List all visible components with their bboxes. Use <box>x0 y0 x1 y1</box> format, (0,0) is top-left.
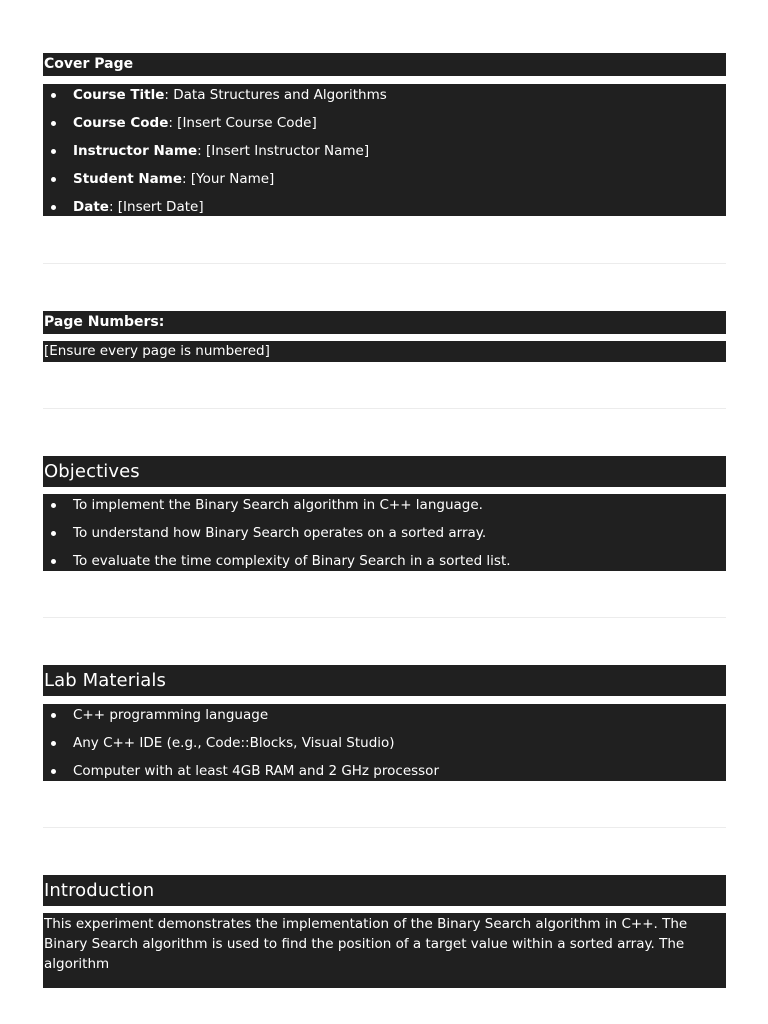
objectives-section <box>43 456 726 571</box>
bullet-icon <box>51 177 56 182</box>
list-item: Instructor Name: [Insert Instructor Name] <box>43 141 726 169</box>
introduction-title: Introduction <box>43 875 726 906</box>
bullet-icon <box>51 93 56 98</box>
bullet-icon <box>51 121 56 126</box>
bullet-icon <box>51 713 56 718</box>
bullet-icon <box>51 531 56 536</box>
cover-list <box>43 84 726 216</box>
list-item: Computer with at least 4GB RAM and 2 GHz processor <box>43 761 726 783</box>
cover-title: Cover Page <box>43 53 726 76</box>
list-item: Course Code: [Insert Course Code] <box>43 113 726 141</box>
page-numbers-title: Page Numbers: <box>43 311 726 334</box>
divider <box>43 827 726 828</box>
bullet-icon <box>51 149 56 154</box>
objectives-list <box>43 494 726 571</box>
cover-section <box>43 53 726 216</box>
lab-materials-list <box>43 704 726 781</box>
bullet-icon <box>51 559 56 564</box>
list-item: Date: [Insert Date] <box>43 197 726 225</box>
lab-materials-title: Lab Materials <box>43 665 726 696</box>
divider <box>43 617 726 618</box>
divider <box>43 263 726 264</box>
introduction-section <box>43 875 726 988</box>
divider <box>43 408 726 409</box>
list-item: Any C++ IDE (e.g., Code::Blocks, Visual Studio) <box>43 733 726 761</box>
page-numbers-text: [Ensure every page is numbered] <box>43 341 726 362</box>
bullet-icon <box>51 741 56 746</box>
bullet-icon <box>51 205 56 210</box>
list-item: To evaluate the time complexity of Binary Search in a sorted list. <box>43 551 726 573</box>
list-item: To implement the Binary Search algorithm in C++ language. <box>43 495 726 523</box>
objectives-title: Objectives <box>43 456 726 487</box>
list-item: Student Name: [Your Name] <box>43 169 726 197</box>
lab-materials-section <box>43 665 726 781</box>
page-numbers-section <box>43 311 726 362</box>
list-item: C++ programming language <box>43 705 726 733</box>
bullet-icon <box>51 769 56 774</box>
bullet-icon <box>51 503 56 508</box>
list-item: To understand how Binary Search operates on a sorted array. <box>43 523 726 551</box>
list-item: Course Title: Data Structures and Algorithms <box>43 85 726 113</box>
introduction-text: This experiment demonstrates the implementation of the Binary Search algorithm in C++. The Binary Search algorithm is used to find the position of a target value within a sorted array. The algorithm <box>43 913 726 988</box>
